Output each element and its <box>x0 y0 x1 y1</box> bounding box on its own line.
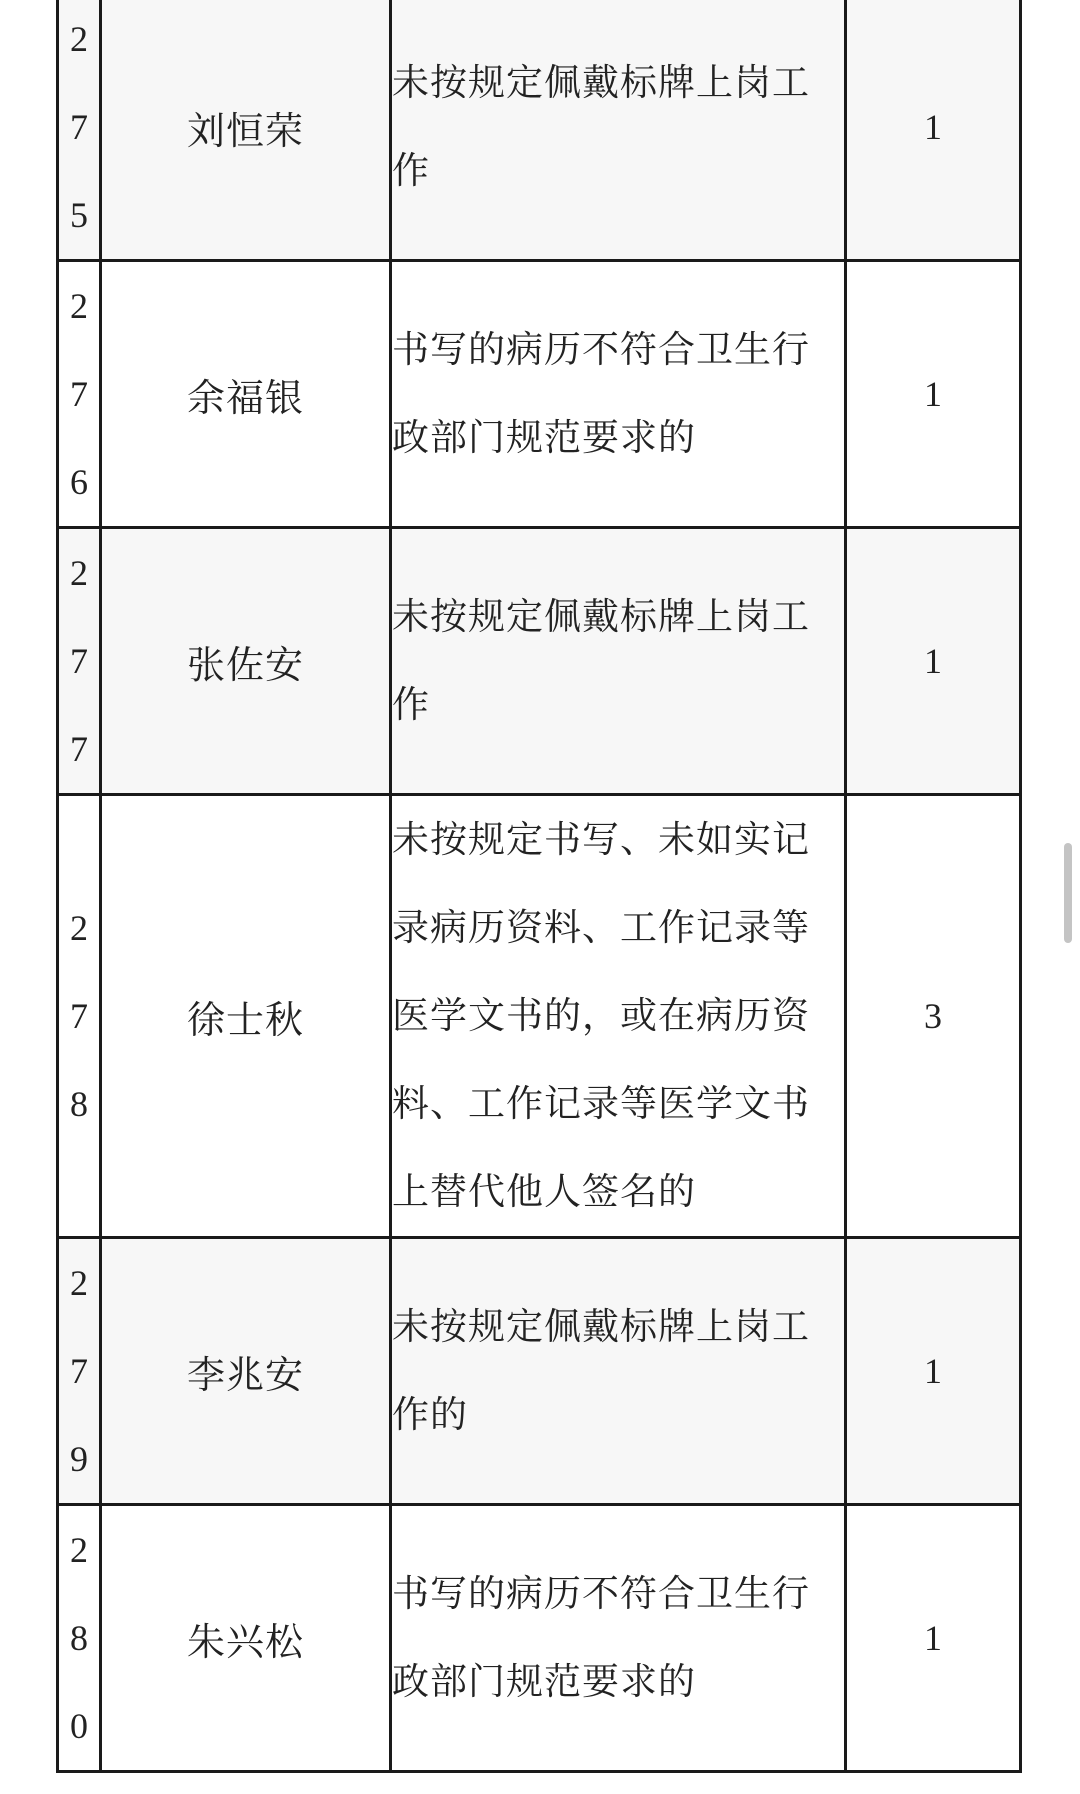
record-number-cell <box>58 528 101 795</box>
violation-reason-cell: 书写的病历不符合卫生行政部门规范要求的 <box>391 1505 846 1772</box>
record-number-digit: 8 <box>70 1618 88 1658</box>
person-name-cell: 余福银 <box>101 261 391 528</box>
violation-count-cell: 1 <box>846 1505 1021 1772</box>
record-number-digit: 2 <box>70 908 88 948</box>
table-row <box>58 261 1021 528</box>
record-number-digit: 6 <box>70 462 88 502</box>
record-number-digit: 7 <box>70 107 88 147</box>
record-number-digit: 7 <box>70 641 88 681</box>
record-number-digit: 2 <box>70 19 88 59</box>
table-row <box>58 528 1021 795</box>
violation-reason-cell: 未按规定佩戴标牌上岗工作 <box>391 528 846 795</box>
person-name-cell: 刘恒荣 <box>101 0 391 261</box>
record-number-digit: 7 <box>70 1351 88 1391</box>
record-number-cell <box>58 1505 101 1772</box>
record-number-cell <box>58 261 101 528</box>
table-row <box>58 795 1021 1238</box>
violation-count-cell: 1 <box>846 261 1021 528</box>
record-number-cell <box>58 795 101 1238</box>
record-number-digit: 2 <box>70 1530 88 1570</box>
record-number-digit: 2 <box>70 286 88 326</box>
record-number-digit: 5 <box>70 195 88 235</box>
violation-reason-cell: 未按规定佩戴标牌上岗工作 <box>391 0 846 261</box>
penalty-records-table <box>56 0 1022 1773</box>
record-number-digit: 2 <box>70 1263 88 1303</box>
record-number-digit: 9 <box>70 1439 88 1479</box>
record-number-digit: 8 <box>70 1084 88 1124</box>
record-number-digit: 2 <box>70 553 88 593</box>
table-row <box>58 0 1021 261</box>
table-row <box>58 1505 1021 1772</box>
person-name-cell: 张佐安 <box>101 528 391 795</box>
record-number-digit: 0 <box>70 1706 88 1746</box>
violation-count-cell: 3 <box>846 795 1021 1238</box>
violation-reason-cell: 书写的病历不符合卫生行政部门规范要求的 <box>391 261 846 528</box>
table-row <box>58 1238 1021 1505</box>
person-name-cell: 朱兴松 <box>101 1505 391 1772</box>
record-number-digit: 7 <box>70 374 88 414</box>
violation-count-cell: 1 <box>846 528 1021 795</box>
violation-count-cell: 1 <box>846 1238 1021 1505</box>
person-name-cell: 徐士秋 <box>101 795 391 1238</box>
record-number-digit: 7 <box>70 729 88 769</box>
record-number-digit: 7 <box>70 996 88 1036</box>
scrollbar-thumb[interactable] <box>1064 843 1072 943</box>
violation-reason-cell: 未按规定书写、未如实记录病历资料、工作记录等医学文书的，或在病历资料、工作记录等医学文书上替代他人签名的 <box>391 795 846 1238</box>
record-number-cell <box>58 0 101 261</box>
person-name-cell: 李兆安 <box>101 1238 391 1505</box>
record-number-cell <box>58 1238 101 1505</box>
violation-count-cell: 1 <box>846 0 1021 261</box>
violation-reason-cell: 未按规定佩戴标牌上岗工作的 <box>391 1238 846 1505</box>
